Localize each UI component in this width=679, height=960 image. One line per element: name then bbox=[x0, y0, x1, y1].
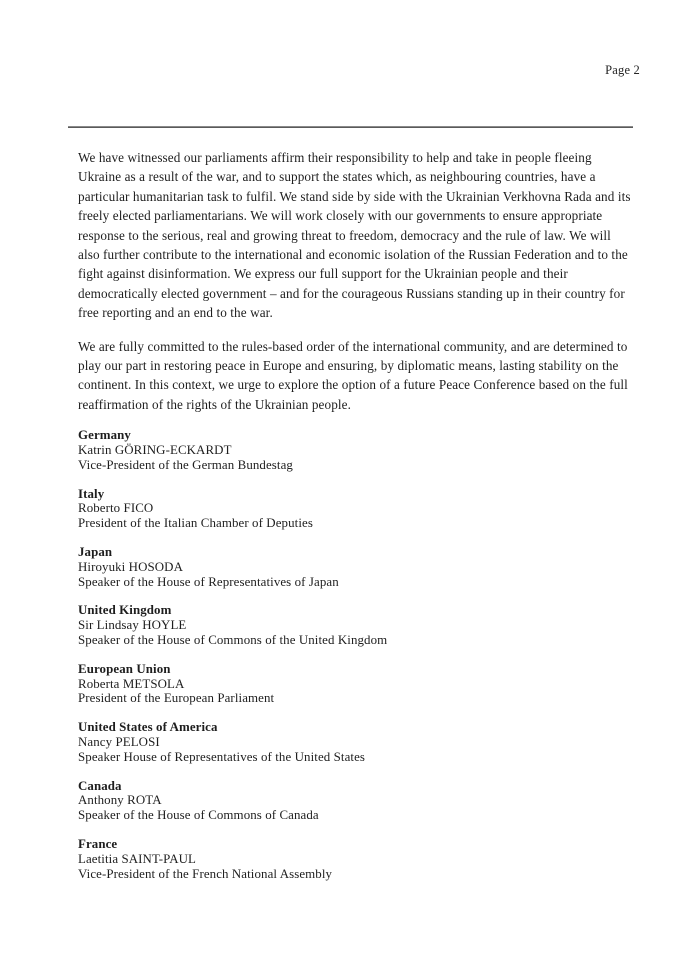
signatory-name: Roberto FICO bbox=[78, 501, 154, 516]
signatory-country: United Kingdom bbox=[78, 603, 172, 618]
paragraph-commitment-1: We have witnessed our parliaments affirm their responsibility to help and take in people fleeing Ukraine as a result of the war, and to support the states which, as neighbouring countries, have a particular humanitarian task to fulfil. We stand side by side with the Ukrainian Verkhovna Rada and its freely elected parliamentarians. We will work closely with our governments to ensure appropriate response to the serious, real and growing threat to freedom, democracy and the rule of law. We will also further contribute to the international and economic isolation of the Russian Federation and to the fight against disinformation. We express our full support for the Ukrainian people and their democratically elected government – and for the courageous Russians standing up in their country for free reporting and an end to the war. bbox=[78, 150, 631, 321]
signatory-japan bbox=[78, 545, 635, 589]
signatory-title: Speaker House of Representatives of the United States bbox=[78, 749, 366, 764]
signatory-name: Hiroyuki HOSODA bbox=[78, 559, 183, 574]
signatory-country: Canada bbox=[78, 778, 122, 793]
signatory-france bbox=[78, 837, 635, 881]
paragraph-commitment-2: We are fully committed to the rules-based order of the international community, and are determined to play our part in restoring peace in Europe and ensuring, by diplomatic means, lasting stability on the continent. In this context, we urge to explore the option of a future Peace Conference based on the full reaffirmation of the rights of the Ukrainian people. bbox=[78, 338, 628, 412]
signatory-country: European Union bbox=[78, 661, 171, 676]
page-number: Page 2 bbox=[605, 63, 640, 77]
signatories-list bbox=[78, 428, 635, 881]
signatory-country: Japan bbox=[78, 545, 113, 560]
signatory-name: Anthony ROTA bbox=[78, 793, 162, 808]
signatory-name: Laetitia SAINT-PAUL bbox=[78, 851, 197, 866]
signatory-name: Sir Lindsay HOYLE bbox=[78, 618, 187, 633]
signatory-country: United States of America bbox=[78, 720, 218, 735]
signatory-country: Germany bbox=[78, 428, 131, 443]
signatory-name: Roberta METSOLA bbox=[78, 676, 185, 691]
signatory-name: Katrin GÖRING-ECKARDT bbox=[78, 443, 232, 458]
signatory-title: President of the Italian Chamber of Deputies bbox=[78, 516, 313, 531]
signatory-germany bbox=[78, 428, 635, 472]
signatory-united-kingdom bbox=[78, 603, 635, 647]
signatory-italy bbox=[78, 487, 635, 531]
signatory-title: Speaker of the House of Commons of Canada bbox=[78, 808, 319, 823]
signatory-title: Vice-President of the German Bundestag bbox=[78, 457, 293, 472]
signatory-name: Nancy PELOSI bbox=[78, 735, 160, 750]
signatory-title: President of the European Parliament bbox=[78, 691, 275, 706]
signatory-canada bbox=[78, 779, 635, 823]
signatory-european-union bbox=[78, 662, 635, 706]
signatory-united-states bbox=[78, 720, 635, 764]
signatory-country: Italy bbox=[78, 486, 105, 501]
signatory-title: Speaker of the House of Representatives of Japan bbox=[78, 574, 339, 589]
header-rule bbox=[68, 126, 633, 128]
signatory-title: Speaker of the House of Commons of the United Kingdom bbox=[78, 633, 388, 648]
signatory-country: France bbox=[78, 837, 118, 852]
letter-body bbox=[78, 148, 635, 895]
signatory-title: Vice-President of the French National Assembly bbox=[78, 866, 333, 881]
